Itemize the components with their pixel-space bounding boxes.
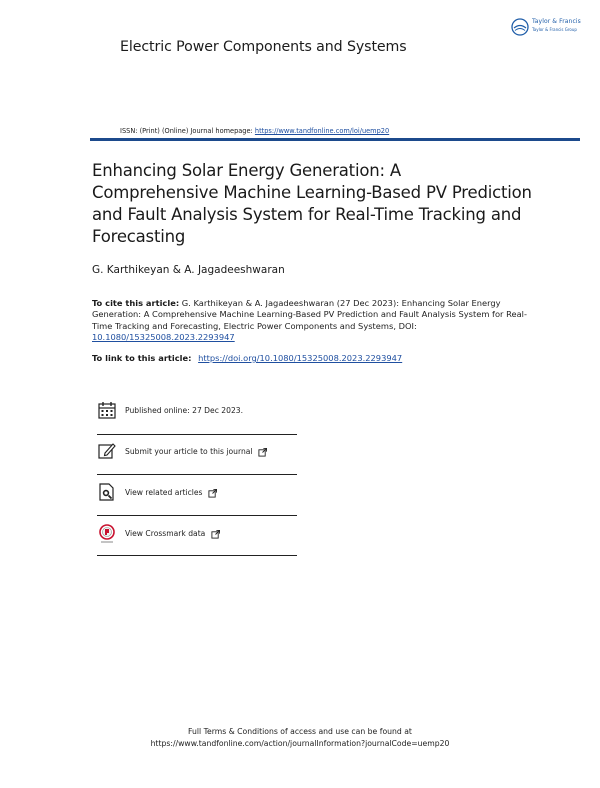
footer-terms-url[interactable]: https://www.tandfonline.com/action/journalInformation?journalCode=uemp20	[150, 739, 450, 748]
edit-icon	[97, 441, 117, 461]
journal-homepage-link[interactable]: https://www.tandfonline.com/loi/uemp20	[254, 127, 390, 135]
article-link-block	[92, 353, 402, 363]
article-doi-url-link[interactable]: https://doi.org/10.1080/15325008.2023.2293947	[198, 353, 403, 363]
issn-text: ISSN: (Print) (Online) Journal homepage:	[120, 127, 253, 135]
publisher-name: Taylor & Francis	[532, 18, 581, 25]
calendar-icon	[97, 400, 117, 420]
publisher-logo-icon	[511, 18, 529, 36]
publisher-logo	[511, 18, 585, 38]
crossmark-link[interactable]	[97, 523, 297, 545]
external-link-icon	[258, 448, 267, 457]
crossmark-icon	[97, 523, 117, 543]
citation-doi-link[interactable]: 10.1080/15325008.2023.2293947	[92, 332, 235, 343]
divider	[97, 515, 297, 516]
article-link-label: To link to this article:	[92, 353, 192, 363]
submit-article-link[interactable]	[97, 441, 297, 463]
citation-text: G. Karthikeyan & A. Jagadeeshwaran (27 Dec 2023): Enhancing Solar Energy Generation: A Comprehensive Machine Learning-Based PV Prediction and Fault Analysis System for Real-Time Tracking and Forecasting, Electric Power Components and Systems, DOI:	[92, 298, 527, 331]
journal-title: Electric Power Components and Systems	[120, 39, 407, 55]
related-articles-text	[125, 488, 217, 498]
footer-terms: Full Terms & Conditions of access and use can be found at	[188, 727, 412, 736]
published-online-text: Published online: 27 Dec 2023.	[125, 406, 244, 415]
citation-block	[92, 298, 532, 344]
submit-article-label: Submit your article to this journal	[125, 447, 253, 456]
published-online-item	[97, 400, 297, 422]
divider	[97, 474, 297, 475]
external-link-icon	[208, 489, 217, 498]
article-title: Enhancing Solar Energy Generation: A Comprehensive Machine Learning-Based PV Prediction and Fault Analysis System for Real-Time Tracking and Forecasting	[92, 161, 532, 246]
divider	[97, 555, 297, 556]
divider	[97, 434, 297, 435]
related-articles-link[interactable]	[97, 482, 297, 504]
crossmark-text	[125, 529, 220, 539]
publisher-group: Taylor & Francis Group	[532, 27, 577, 32]
external-link-icon	[211, 530, 220, 539]
crossmark-label: View Crossmark data	[125, 529, 206, 538]
citation-label: To cite this article:	[92, 298, 180, 308]
search-document-icon	[97, 482, 117, 502]
submit-article-text	[125, 447, 267, 457]
header-rule	[90, 138, 580, 141]
related-articles-label: View related articles	[125, 488, 203, 497]
issn-line	[120, 127, 389, 135]
authors: G. Karthikeyan & A. Jagadeeshwaran	[92, 264, 285, 276]
